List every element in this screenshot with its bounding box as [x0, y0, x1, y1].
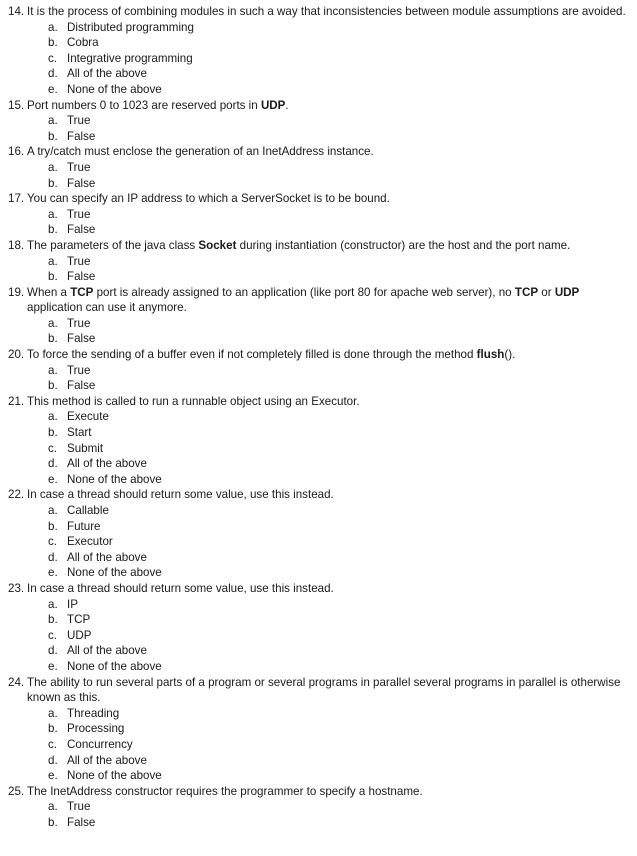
question-text-segment: In case a thread should return some value, use this instead. — [27, 581, 334, 595]
option-text: True — [67, 316, 91, 330]
option-letter: d. — [48, 753, 58, 767]
answer-option — [8, 20, 627, 36]
question-text-segment: When a — [27, 285, 71, 299]
answer-option — [8, 737, 627, 753]
question-text — [8, 144, 627, 160]
option-letter: c. — [48, 441, 58, 455]
answer-option — [8, 643, 627, 659]
question-block — [8, 4, 627, 98]
keyword-text: UDP — [260, 98, 286, 112]
answer-option — [8, 628, 627, 644]
option-text: Processing — [67, 722, 125, 736]
answer-option — [8, 160, 627, 176]
option-text: True — [67, 363, 91, 377]
option-letter: c. — [48, 535, 58, 549]
answer-option — [8, 66, 627, 82]
answer-option — [8, 51, 627, 67]
answer-option — [8, 378, 627, 394]
question-text — [8, 784, 627, 800]
question-number: 15. — [8, 98, 25, 112]
option-text: True — [67, 800, 91, 814]
option-text: All of the above — [67, 550, 147, 564]
answer-option — [8, 768, 627, 784]
answer-option — [8, 425, 627, 441]
answer-option — [8, 331, 627, 347]
option-letter: a. — [48, 706, 58, 720]
option-letter: b. — [48, 332, 58, 346]
question-text-segment: The parameters of the java class — [27, 238, 199, 252]
keyword-text: flush — [476, 348, 505, 362]
option-text: False — [67, 270, 96, 284]
question-number: 20. — [8, 348, 25, 362]
option-letter: a. — [48, 504, 58, 517]
question-text-segment: or — [538, 285, 555, 299]
option-text: Future — [67, 519, 101, 533]
answer-option — [8, 316, 627, 332]
question-number: 23. — [8, 581, 25, 595]
question-text — [8, 238, 627, 254]
question-text-segment: A try/catch must enclose the generation of an InetAddress instance. — [27, 145, 374, 159]
answer-option — [8, 269, 627, 285]
option-text: Distributed programming — [67, 20, 194, 34]
option-text: TCP — [67, 613, 91, 627]
answer-option — [8, 35, 627, 51]
answer-option — [8, 503, 627, 519]
option-text: False — [67, 129, 96, 143]
question-number: 21. — [8, 394, 25, 408]
answer-option — [8, 815, 627, 831]
option-text: Executor — [67, 535, 113, 549]
option-text: None of the above — [67, 566, 162, 580]
question-text-segment: It is the process of combining modules in such a way that inconsistencies between module assumptions are avoided. — [27, 5, 626, 18]
question-block — [8, 784, 627, 831]
answer-option — [8, 659, 627, 675]
option-letter: d. — [48, 644, 58, 658]
option-text: Threading — [67, 706, 120, 720]
option-letter: a. — [48, 114, 58, 128]
answer-option — [8, 363, 627, 379]
question-block — [8, 238, 627, 285]
question-block — [8, 144, 627, 191]
question-block — [8, 487, 627, 581]
answer-option — [8, 612, 627, 628]
option-letter: b. — [48, 223, 58, 237]
question-text-segment: This method is called to run a runnable object using an Executor. — [27, 394, 360, 408]
question-text — [8, 4, 627, 20]
answer-option — [8, 721, 627, 737]
question-text-segment: port is already assigned to an application (like port 80 for apache web server), no — [93, 285, 515, 299]
option-text: Execute — [67, 410, 109, 424]
answer-option — [8, 409, 627, 425]
answer-option — [8, 550, 627, 566]
question-text-segment: You can specify an IP address to which a ServerSocket is to be bound. — [27, 192, 390, 206]
option-letter: b. — [48, 722, 58, 736]
question-text — [8, 285, 627, 316]
option-text: All of the above — [67, 67, 147, 81]
keyword-text: TCP — [514, 285, 539, 299]
answer-option — [8, 565, 627, 581]
option-letter: a. — [48, 800, 58, 814]
option-text: None of the above — [67, 472, 162, 486]
option-text: Integrative programming — [67, 51, 193, 65]
option-letter: b. — [48, 613, 58, 627]
option-text: None of the above — [67, 82, 162, 96]
question-text-segment: Port numbers 0 to 1023 are reserved ports in — [27, 98, 261, 112]
answer-option — [8, 207, 627, 223]
answer-option — [8, 113, 627, 129]
option-text: False — [67, 379, 96, 393]
option-text: Start — [67, 426, 92, 440]
option-text: None of the above — [67, 659, 162, 673]
option-letter: d. — [48, 67, 58, 81]
question-text-segment: The InetAddress constructor requires the programmer to specify a hostname. — [27, 784, 423, 798]
option-letter: b. — [48, 176, 58, 190]
question-text-segment: application can use it anymore. — [27, 301, 187, 315]
answer-option — [8, 441, 627, 457]
option-letter: a. — [48, 207, 58, 221]
question-text — [8, 347, 627, 363]
option-text: False — [67, 815, 96, 829]
option-letter: e. — [48, 82, 58, 96]
question-block — [8, 394, 627, 488]
option-text: IP — [67, 597, 78, 611]
option-text: All of the above — [67, 457, 147, 471]
option-letter: c. — [48, 737, 58, 751]
option-letter: e. — [48, 472, 58, 486]
answer-option — [8, 753, 627, 769]
option-letter: a. — [48, 363, 58, 377]
question-number: 22. — [8, 488, 25, 502]
question-text — [8, 675, 627, 706]
option-letter: b. — [48, 36, 58, 50]
question-number: 24. — [8, 675, 25, 689]
question-block — [8, 285, 627, 347]
answer-option — [8, 254, 627, 270]
question-text-segment: . — [285, 98, 289, 112]
keyword-text: Socket — [198, 238, 237, 252]
question-number: 14. — [8, 5, 25, 18]
question-text-segment: (). — [504, 348, 516, 362]
question-text — [8, 487, 627, 503]
option-letter: b. — [48, 270, 58, 284]
question-text — [8, 98, 627, 114]
option-text: Callable — [67, 504, 109, 517]
question-number: 18. — [8, 238, 25, 252]
option-text: Concurrency — [67, 737, 133, 751]
answer-option — [8, 706, 627, 722]
option-text: False — [67, 176, 96, 190]
answer-option — [8, 129, 627, 145]
question-number: 16. — [8, 145, 25, 159]
option-text: True — [67, 160, 91, 174]
option-text: True — [67, 114, 91, 128]
option-text: All of the above — [67, 644, 147, 658]
option-text: Submit — [67, 441, 104, 455]
keyword-text: TCP — [70, 285, 94, 299]
option-letter: b. — [48, 815, 58, 829]
question-number: 19. — [8, 285, 25, 299]
question-text — [8, 394, 627, 410]
option-letter: e. — [48, 769, 58, 783]
option-letter: b. — [48, 519, 58, 533]
answer-option — [8, 519, 627, 535]
option-letter: a. — [48, 410, 58, 424]
option-letter: e. — [48, 566, 58, 580]
answer-option — [8, 597, 627, 613]
option-letter: a. — [48, 254, 58, 268]
question-text-segment: To force the sending of a buffer even if not completely filled is done through the method — [27, 348, 477, 362]
option-text: False — [67, 223, 96, 237]
option-text: Cobra — [67, 36, 99, 50]
question-block — [8, 98, 627, 145]
question-block — [8, 191, 627, 238]
question-number: 25. — [8, 784, 25, 798]
answer-option — [8, 799, 627, 815]
option-letter: b. — [48, 129, 58, 143]
answer-option — [8, 176, 627, 192]
answer-option — [8, 222, 627, 238]
option-letter: c. — [48, 628, 58, 642]
question-block — [8, 347, 627, 394]
option-text: False — [67, 332, 96, 346]
option-text: All of the above — [67, 753, 147, 767]
question-text-segment: In case a thread should return some value, use this instead. — [27, 488, 334, 502]
question-number: 17. — [8, 192, 25, 206]
answer-option — [8, 456, 627, 472]
option-letter: a. — [48, 316, 58, 330]
question-block — [8, 675, 627, 784]
question-text-segment: during instantiation (constructor) are the host and the port name. — [236, 238, 571, 252]
answer-option — [8, 82, 627, 98]
option-letter: d. — [48, 550, 58, 564]
option-text: None of the above — [67, 769, 162, 783]
option-text: UDP — [67, 628, 92, 642]
question-text — [8, 581, 627, 597]
option-letter: a. — [48, 20, 58, 34]
answer-option — [8, 534, 627, 550]
answer-option — [8, 472, 627, 488]
option-letter: e. — [48, 659, 58, 673]
option-text: True — [67, 254, 91, 268]
option-text: True — [67, 207, 91, 221]
option-letter: a. — [48, 160, 58, 174]
option-letter: b. — [48, 379, 58, 393]
option-letter: d. — [48, 457, 58, 471]
question-text-segment: The ability to run several parts of a program or several programs in parallel several programs in parallel is otherwise known as this. — [27, 675, 621, 705]
question-block — [8, 581, 627, 675]
option-letter: c. — [48, 51, 58, 65]
keyword-text: UDP — [554, 285, 580, 299]
option-letter: a. — [48, 597, 58, 611]
question-text — [8, 191, 627, 207]
option-letter: b. — [48, 426, 58, 440]
